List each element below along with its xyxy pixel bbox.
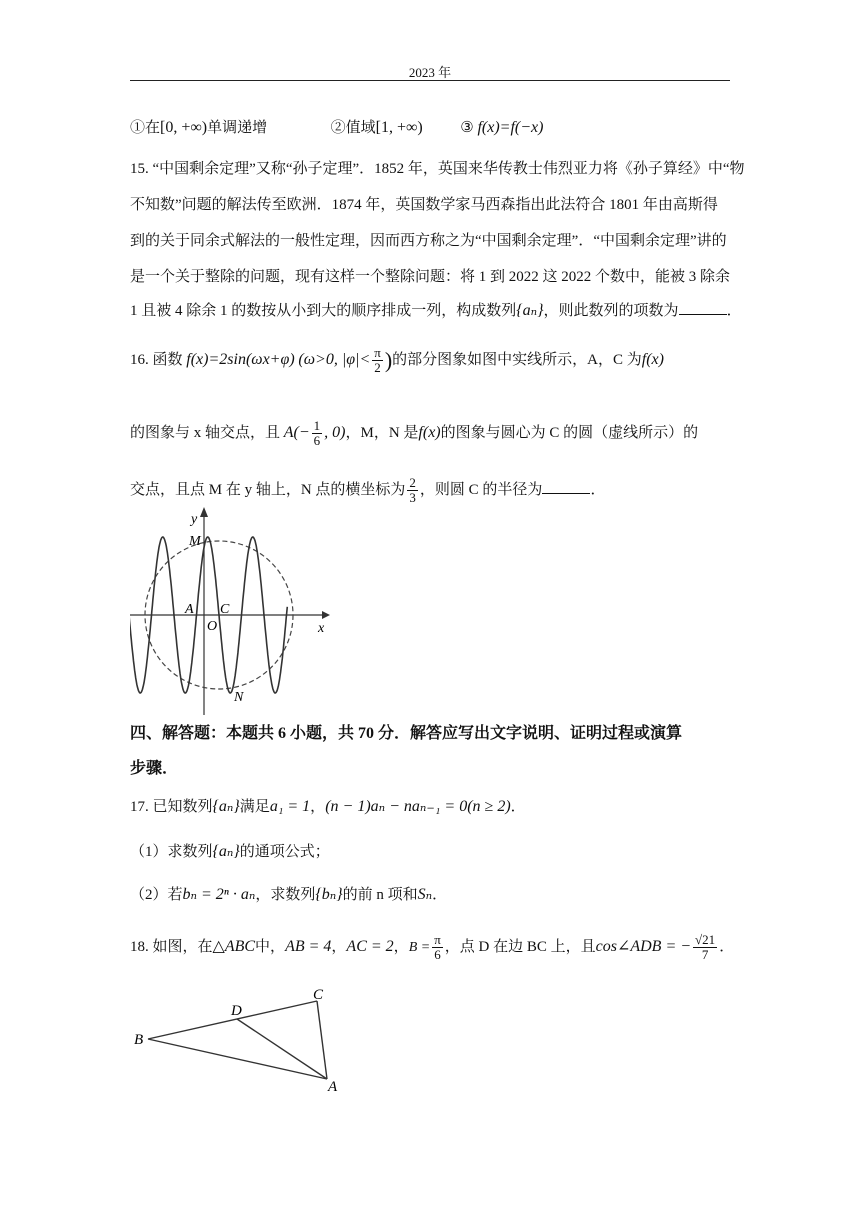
q15-line-2: 不知数”问题的解法传至欧洲．1874 年，英国数学家马西森指出此法符合 1801 年由高斯得 <box>130 197 718 213</box>
cos-adb: cos∠ADB = − <box>595 937 692 955</box>
q16-line-2: 的图象与 x 轴交点，且 A(− $\frac{1}{6}$ , 0)，M，N 是f(x)的图象与圆心为 C 的圆（虚线所示）的 <box>130 418 699 448</box>
condition-3-label: ③ <box>460 120 474 136</box>
one-sixth: $\frac{1}{6}$ <box>313 418 321 448</box>
two-thirds: $\frac{2}{3}$ <box>409 475 416 505</box>
segment-ca <box>317 1001 327 1079</box>
answer-blank <box>679 313 727 315</box>
condition-1-label: ①在 <box>130 120 161 136</box>
page-header: 2023 年 <box>408 65 452 80</box>
section-4-heading-2: 步骤． <box>130 760 179 777</box>
label-y: y <box>191 512 198 527</box>
q17-part-1: （1）求数列{aₙ}的通项公式； <box>130 843 330 860</box>
answer-blank <box>542 492 590 494</box>
q17-part-2: （2）若bₙ = 2ⁿ · aₙ，求数列{bₙ}的前 n 项和Sₙ． <box>130 886 448 903</box>
y-axis-arrow-icon <box>200 507 208 517</box>
sequence-an: {aₙ} <box>516 302 544 319</box>
recurrence-relation: (n − 1)aₙ − naₙ₋₁ = 0(n ≥ 2) <box>325 798 511 815</box>
segment-ba <box>148 1039 327 1079</box>
segment-da <box>237 1019 327 1079</box>
label-n: N <box>234 690 244 705</box>
label-x: x <box>318 621 325 636</box>
pi-over-2: $\frac{\pi}{2}$ <box>374 345 381 375</box>
q17-line-1: 17. 已知数列{aₙ}满足a₁ = 1，(n − 1)aₙ − naₙ₋₁ = 0(n ≥ 2)． <box>130 798 526 815</box>
label-m: M <box>189 534 201 549</box>
q16-figure <box>130 505 330 715</box>
condition-1-interval: [0, +∞) <box>160 119 208 136</box>
label-d: D <box>231 1003 242 1019</box>
header-divider <box>130 80 730 81</box>
q15-line-3: 到的关于同余式解法的一般性定理，因而西方称之为“中国剩余定理”．“中国剩余定理”讲的 <box>130 233 727 249</box>
function-formula: f(x)=2sin(ωx+φ) <box>186 350 295 368</box>
initial-condition: a₁ = 1 <box>269 798 311 815</box>
q18-line-1: 18. 如图，在△ABC中，AB = 4，AC = 2，B = $\frac{\pi}{6}$ ，点 D 在边 BC 上，且cos∠ADB = − $\frac{√21}{7}$ ． <box>130 932 735 962</box>
q16-line-1: 16. 函数 f(x)=2sin(ωx+φ) (ω>0, |φ|< $\frac{\pi}{2}$ )的部分图象如图中实线所示，A，C 为f(x) <box>130 345 664 375</box>
bn-formula: bₙ = 2ⁿ · aₙ <box>182 886 256 903</box>
label-a: A <box>185 602 194 617</box>
pi-over-6: $\frac{\pi}{6}$ <box>434 932 441 962</box>
label-a: A <box>328 1079 338 1095</box>
label-o: O <box>207 619 218 634</box>
q16-line-3: 交点，且点 M 在 y 轴上，N 点的横坐标为 $\frac{2}{3}$ ，则圆 C 的半径为 ． <box>130 475 606 505</box>
condition-1-text: 单调递增 <box>207 120 268 136</box>
label-c: C <box>220 602 230 617</box>
x-axis-arrow-icon <box>322 611 330 619</box>
label-c: C <box>313 987 324 1003</box>
q15-line-4: 是一个关于整除的问题，现有这样一个整除问题：将 1 到 2022 这 2022 个数中，能被 3 除余 <box>130 269 731 285</box>
sqrt21-over-7: $\frac{√21}{7}$ <box>695 932 716 962</box>
conditions-line <box>130 116 730 137</box>
label-b: B <box>134 1032 144 1048</box>
q18-figure <box>130 985 360 1095</box>
condition-2-label: ②值域 <box>330 120 376 136</box>
q15-line-5: 1 且被 4 除余 1 的数按从小到大的顺序排成一列，构成数列{aₙ}，则此数列的项数为 ． <box>130 302 742 319</box>
condition-3-formula: f(x)=f(−x) <box>477 119 544 136</box>
q15-line-1: 15. “中国剩余定理”又称“孙子定理”．1852 年，英国来华传教士伟烈亚力将《孙子算经》中“物 <box>130 161 745 177</box>
section-4-heading-1: 四、解答题：本题共 6 小题，共 70 分．解答应写出文字说明、证明过程或演算 <box>130 725 683 742</box>
point-a-coords: A(− <box>283 423 310 441</box>
condition-2-interval: [1, +∞) <box>375 119 423 136</box>
parameter-condition: (ω>0, |φ|< <box>298 350 371 368</box>
